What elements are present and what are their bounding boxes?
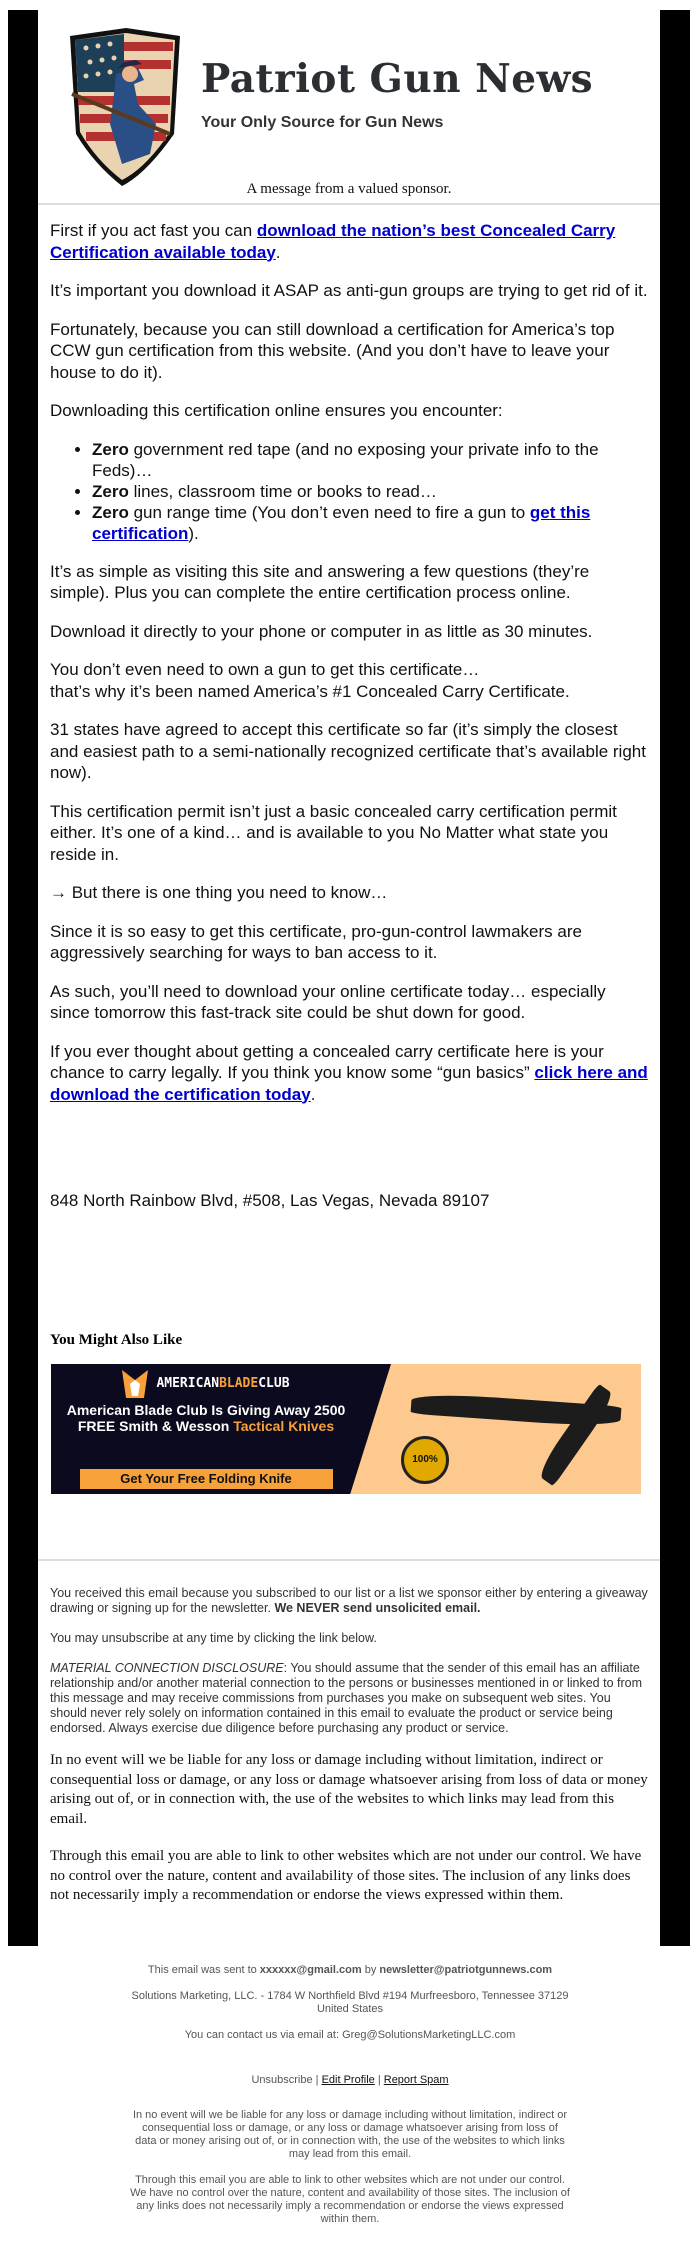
paragraph: Fortunately, because you can still download a certification for America’s top CCW gun certification from this website. (And you don’t have to leave your house to do it). bbox=[50, 319, 615, 382]
patriot-shield-logo bbox=[66, 24, 184, 188]
newsletter-title: Patriot Gun News bbox=[201, 56, 594, 102]
email-footer: This email was sent to xxxxxx@gmail.com by newsletter@patriotgunnews.com Solutions Marketing, LLC. - 1784 W Northfield Blvd #194 Murfreesboro, Tennessee 37129 United States You can contact us via email at: Greg@SolutionsMarketingLLC.com Unsubscribe | Edit Profile | Report Spam In no event will we be liable for any loss or damage including without limitation, indirect or consequential loss or damage, or any loss or damage whatsoever arising from loss of data or money arising out of, or in connection with, the use of the websites to which links may lead from this email. Through this email you are able to link to other websites which are not under our control. We have no control over the nature, content and availability of those sites. The inclusion of any links does not necessarily imply a recommendation or endorse the views expressed within them. bbox=[130, 1963, 570, 2225]
blade-club-logo-icon bbox=[122, 1370, 148, 1398]
newsletter-tagline: Your Only Source for Gun News bbox=[201, 114, 444, 131]
download-certification-link[interactable]: download the nation’s best Concealed Carry Certification available today bbox=[50, 221, 616, 262]
divider bbox=[38, 203, 660, 205]
recommendations-heading: You Might Also Like bbox=[50, 1332, 183, 1348]
paragraph: This certification permit isn’t just a basic concealed carry certification permit either. It’s one of a kind… and is available to you No Matter what state you reside in. bbox=[50, 801, 617, 864]
get-certification-link[interactable]: get this certification bbox=[92, 502, 591, 543]
paragraph: You don’t even need to own a gun to get this certificate… that’s why it’s been named America’s #1 Concealed Carry Certificate. bbox=[50, 660, 570, 701]
benefits-list bbox=[92, 439, 650, 544]
report-spam-link[interactable]: Report Spam bbox=[383, 2073, 449, 2086]
paragraph: If you ever thought about getting a concealed carry certificate here is your chance to carry legally. If you think you know some “gun basics” click here and download the certification today. bbox=[50, 1041, 648, 1104]
unsubscribe-link[interactable]: Unsubscribe bbox=[251, 2073, 313, 2086]
download-today-link[interactable]: click here and download the certification today bbox=[50, 1063, 648, 1104]
list-item: • Zero lines, classroom time or books to read… bbox=[92, 481, 650, 502]
email-content bbox=[38, 10, 660, 1946]
sponsor-address: 848 North Rainbow Blvd, #508, Las Vegas, Nevada 89107 bbox=[50, 1191, 490, 1210]
list-item: • Zero government red tape (and no exposing your private info to the Feds)… bbox=[92, 439, 650, 481]
paragraph: It’s important you download it ASAP as anti-gun groups are trying to get rid of it. bbox=[50, 281, 648, 300]
sponsor-note: A message from a valued sponsor. bbox=[246, 181, 452, 197]
ad-headline: American Blade Club Is Giving Away 2500 FREE Smith & Wesson Tactical Knives bbox=[66, 1402, 346, 1434]
paragraph: Since it is so easy to get this certificate, pro-gun-control lawmakers are aggressively searching for ways to ban access to it. bbox=[50, 921, 582, 962]
free-knife-button[interactable]: Get Your Free Folding Knife bbox=[80, 1469, 333, 1489]
paragraph: First if you act fast you can download the nation’s best Concealed Carry Certification available today. bbox=[50, 221, 616, 262]
paragraph: As such, you’ll need to download your online certificate today… especially since tomorrow this fast-track site could be shut down for good. bbox=[50, 981, 606, 1022]
article-body bbox=[50, 220, 650, 1105]
money-back-seal: 100% bbox=[401, 1436, 449, 1484]
paragraph: It’s as simple as visiting this site and answering a few questions (they’re simple). Plus you can complete the entire certification process online. bbox=[50, 561, 590, 602]
paragraph: Download it directly to your phone or computer in as little as 30 minutes. bbox=[50, 621, 593, 641]
divider bbox=[38, 1559, 660, 1561]
list-item: • Zero gun range time (You don’t even need to fire a gun to get this certification). bbox=[92, 502, 650, 544]
paragraph: Downloading this certification online ensures you encounter: bbox=[50, 401, 503, 420]
ad-brand: AMERICANBLADECLUB bbox=[122, 1370, 289, 1398]
disclaimer: You received this email because you subscribed to our list or a list we sponsor either by entering a giveaway drawing or signing up for the newsletter. We NEVER send unsolicited email. You may unsubscribe at any time by clicking the link below. MATERIAL CONNECTION DISCLOSURE: You should assume that the sender of this email has an affiliate relationship and/or another material connection to the persons or businesses mentioned in or linked to from this message and may receive commissions from purchases you make on subsequent web sites. You should never rely solely on information contained in this email to evaluate the product or service being endorsed. Always exercise due diligence before purchasing any product or service. In no event will we be liable for any loss or damage including without limitation, indirect or consequential loss or damage, or any loss or damage whatsoever arising from loss of data or money arising out of, or in connection with, the use of the websites to which links may lead from this email. Through this email you are able to link to other websites which are not under our control. We have no control over the nature, content and availability of those sites. The inclusion of any links does not necessarily imply a recommendation or endorse the views expressed within them. bbox=[50, 1586, 648, 1903]
paragraph: → But there is one thing you need to know… bbox=[50, 883, 388, 902]
paragraph: 31 states have agreed to accept this certificate so far (it’s simply the closest and easiest path to a semi-nationally recognized certificate that’s available right now). bbox=[50, 720, 646, 782]
edit-profile-link[interactable]: Edit Profile bbox=[321, 2073, 375, 2086]
knife-image bbox=[535, 1384, 616, 1487]
american-blade-club-ad[interactable] bbox=[51, 1364, 641, 1494]
email-frame bbox=[8, 10, 690, 1946]
